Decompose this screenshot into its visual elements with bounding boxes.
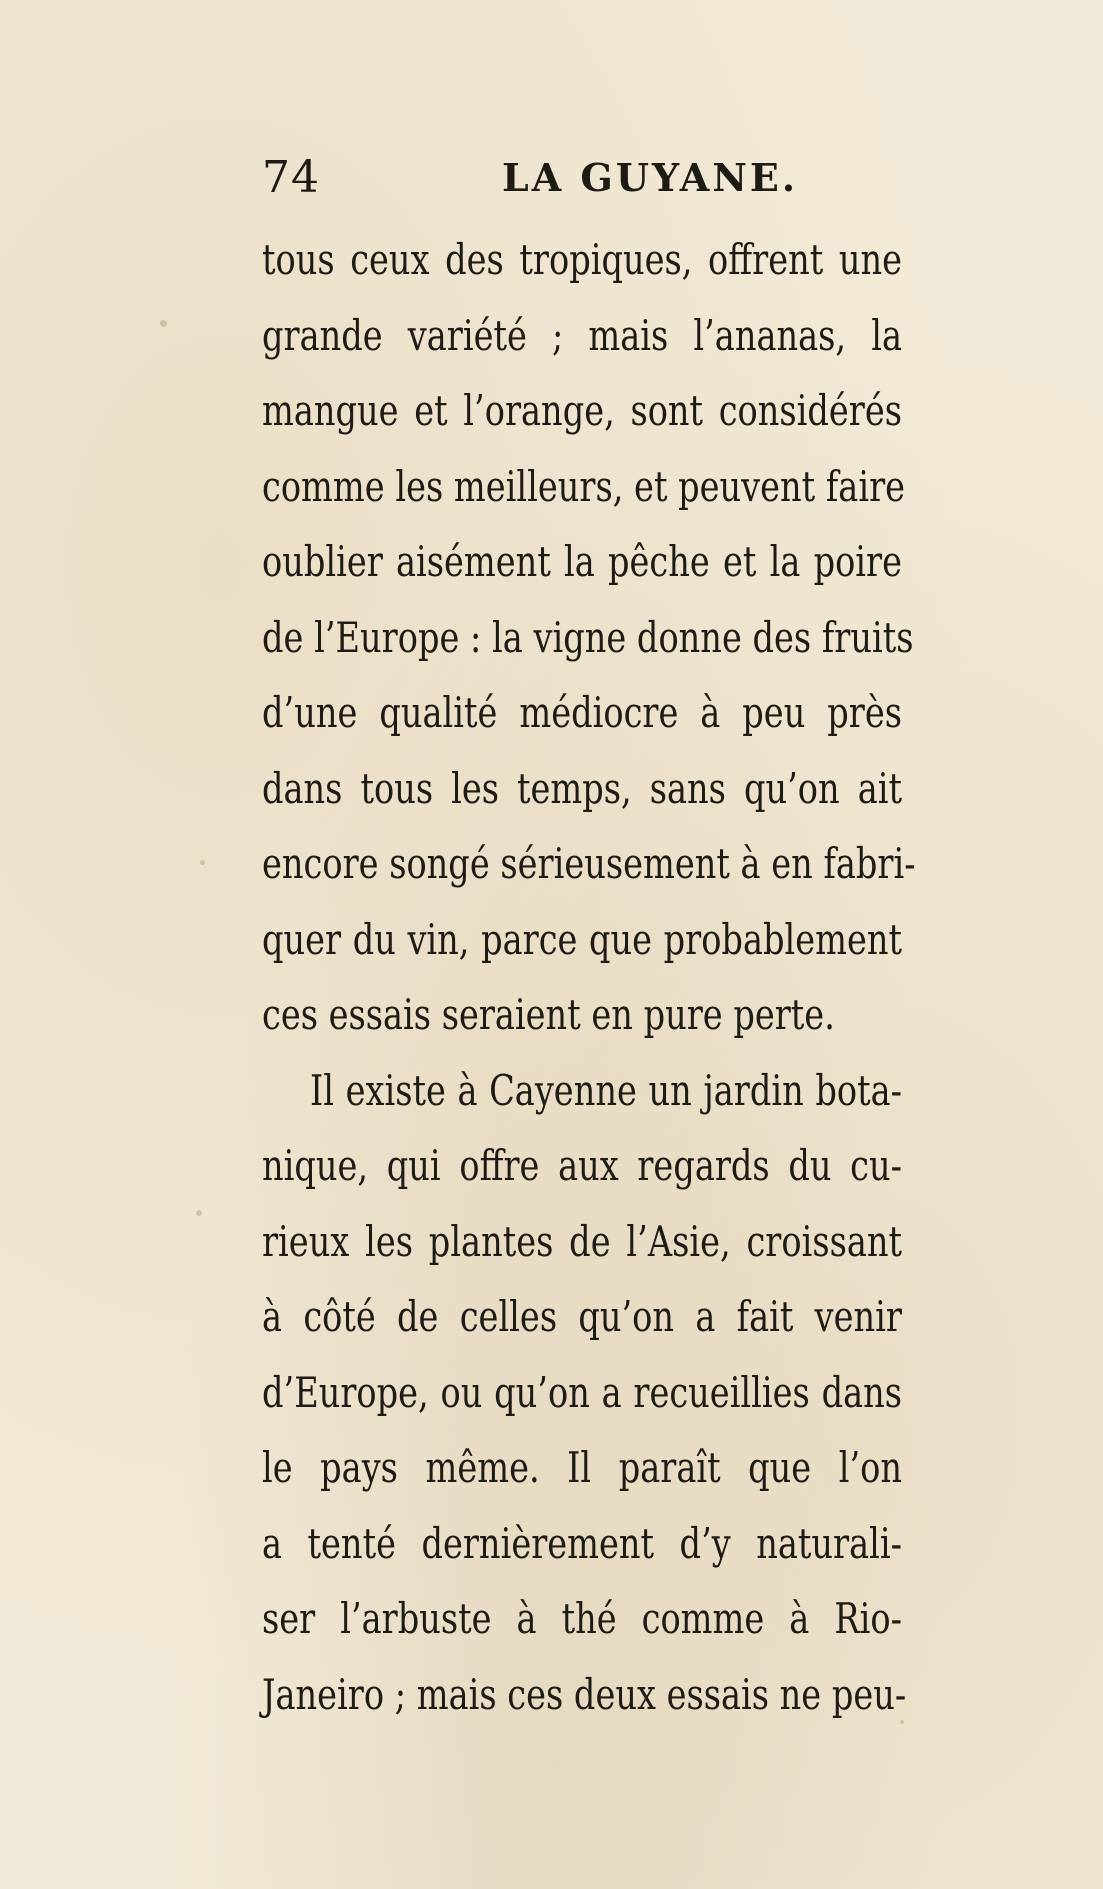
text-line: a tenté dernièrement d’y naturali- — [262, 1518, 902, 1568]
text-line: ces essais seraient en pure perte. — [262, 990, 835, 1039]
page-number: 74 — [262, 152, 320, 203]
text-line: oublier aisément la pêche et la poire — [262, 537, 902, 586]
text-line: de l’Europe : la vigne donne des fruits — [262, 612, 914, 662]
text-line: ser l’arbuste à thé comme à Rio- — [262, 1594, 902, 1643]
text-line: rieux les plantes de l’Asie, croissant — [262, 1216, 902, 1266]
text-line: le pays même. Il paraît que l’on — [262, 1443, 902, 1492]
text-line: d’Europe, ou qu’on a recueillies dans — [262, 1367, 902, 1417]
body-text — [262, 222, 1062, 1732]
text-line: dans tous les temps, sans qu’on ait — [262, 763, 902, 813]
text-line: encore songé sérieusement à en fabri- — [262, 839, 916, 888]
text-line: à côté de celles qu’on a fait venir — [262, 1292, 902, 1341]
running-title: LA GUYANE. — [502, 155, 799, 200]
running-header — [262, 148, 818, 208]
text-line: mangue et l’orange, sont considérés — [262, 386, 902, 435]
text-line: grande variété ; mais l’ananas, la — [262, 310, 902, 360]
text-line: quer du vin, parce que probablement — [262, 914, 902, 964]
paper-spot — [196, 1210, 202, 1216]
paper-spot — [160, 320, 167, 327]
text-line: nique, qui offre aux regards du cu- — [262, 1141, 902, 1190]
text-line: Il existe à Cayenne un jardin bota- — [310, 1065, 902, 1115]
text-line: Janeiro ; mais ces deux essais ne peu- — [262, 1669, 907, 1719]
text-line: d’une qualité médiocre à peu près — [262, 688, 902, 737]
paper-spot — [200, 860, 205, 865]
paragraph — [262, 222, 1062, 1053]
paragraph — [262, 1053, 1062, 1733]
text-line: comme les meilleurs, et peuvent faire — [262, 461, 906, 511]
text-line: tous ceux des tropiques, offrent une — [262, 235, 902, 284]
